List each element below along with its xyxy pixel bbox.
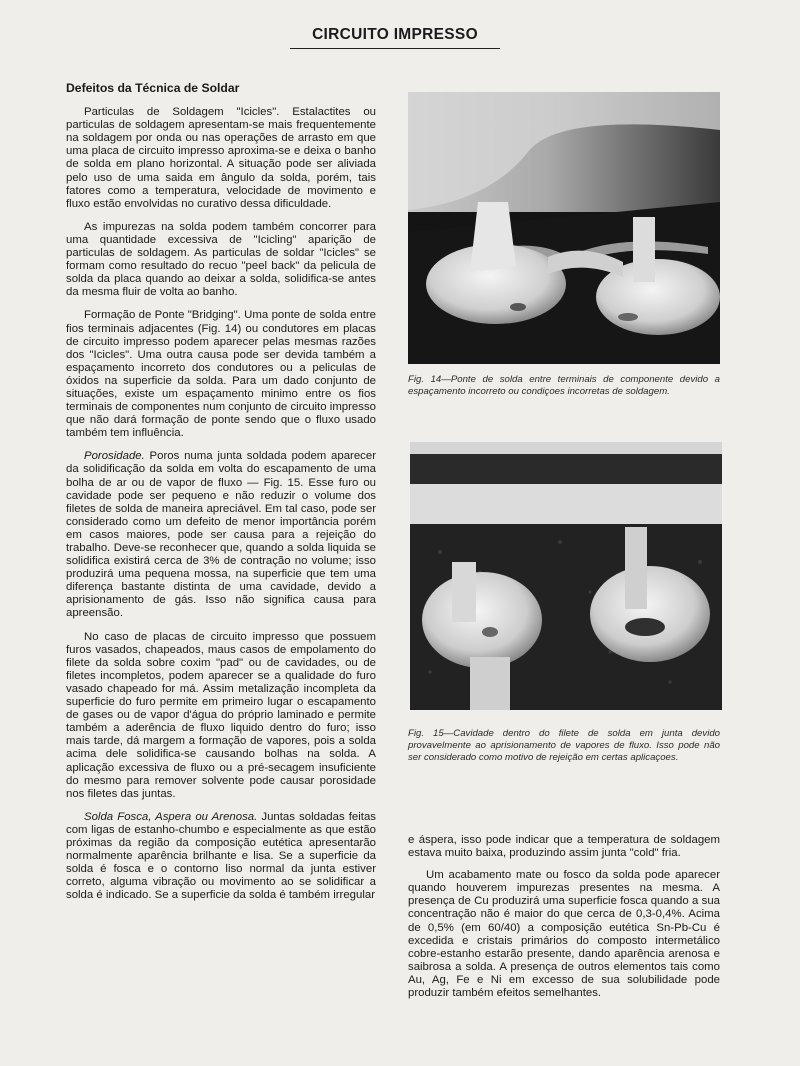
paragraph-impurities: As impurezas na solda podem também concorrer para uma quantidade excessiva de "Icicling" aparição de particulas de soldagem. As particulas de soldar "Icicles" se formam como resultado do recuo "peel back" da pelicula de solda da placa quando ao deixar a solda, solidifica-se antes da mesma fluir de volta ao banho.: [66, 220, 376, 299]
porosity-text: Poros numa junta soldada podem aparecer da solidificação da solda em volta do escapamento de uma bolha de ar ou de vapor de fluxo — Fig. 15. Esse furo ou cavidade pode ser pequeno e não reduzir o volume dos filetes de solda de maneira apreciável. Em tal caso, pode ser considerado como um defeito de menor importância porém em casos maiores, pode ser causa para a rejeição do trabalho. Deve-se reconhecer que, quando a solda liquida se solidifica existirá cerca de 3% de contração no volume; isso produzirá uma pequena mossa, na superficie que tem uma diferença bastante distinta de uma cavidade, devido a aprisionamento de gás. Isso não significa causa para apreensão.: [66, 450, 376, 620]
paragraph-holes: No caso de placas de circuito impresso que possuem furos vasados, chapeados, maus casos de empolamento do filete da solda sobre coxim "pad" ou de cavidades, ou de filetes incompletos, podem aparecer se a qualidade do furo vasado chapeado for má. Assim metalização incompleta da superficie do furo permite em primeiro lugar o escapamento de gases ou de vapor d'água do próprio laminado e permite também a aderência de fluxo liquido dentro do furo; isso mais tarde, dá margem a formação de vapores, pois a solda acima dele solidifica-se causando bolhas na solda. A aplicação excessiva de fluxo ou a pré-secagem insuficiente do mesmo para remover solvente pode causar porosidade nos filetes das juntas.: [66, 630, 376, 800]
section-heading: Defeitos da Técnica de Soldar: [66, 81, 240, 95]
right-column-text: [408, 834, 720, 1009]
page-title: CIRCUITO IMPRESSO: [290, 26, 500, 49]
left-column: [66, 82, 376, 912]
paragraph-matte: Um acabamento mate ou fosco da solda pode aparecer quando houverem impurezas presentes na mesma. A presença de Cu produzirá uma superficie fosca quando a sua concentração não é maior do que cerca de 0,3-0,4%. Acima de 0,5% (em 60/40) a composição eutética Sn-Pb-Cu é excedida e cristais primários do composto intermetálico cobre-estanho estarão presente, dando aparência arenosa e saibrosa a solda. A presença de outros elementos tais como Au, Ag, Fe e Ni em excesso de sua solubilidade pode produzir também efeitos semelhantes.: [408, 869, 720, 1000]
paragraph-continuation: e áspera, isso pode indicar que a temperatura de soldagem estava muito baixa, produzindo assim junta "cold" fria.: [408, 834, 720, 860]
paragraph-bridging: Formação de Ponte "Bridging". Uma ponte de solda entre fios terminais adjacentes (Fig. 14) ou condutores em placas de circuito impresso podem aparecer pelas mesmas razões dos "Icicles". Uma outra causa pode ser devida também a espaçamento incorreto dos condutores ou a peliculas de óxidos na superficie da solda. Para um dado conjunto de situações, existe um espaçamento minimo entre os fios terminais de componentes num conjunto de circuito impresso que não dará formação de ponte sendo que o fluxo usado também tem influência.: [66, 309, 376, 440]
porosity-label: Porosidade.: [84, 450, 145, 463]
rough-label: Solda Fosca, Aspera ou Arenosa.: [84, 810, 258, 823]
paragraph-icicles: Particulas de Soldagem "Icicles". Estalactites ou particulas de soldagem apresentam-se mais frequentemente na soldagem por onda ou nas operações de arrasto em que uma placa de circuito impresso aproxima-se e deixa o banho de solda em plano horizontal. A situação pode ser aliviada pelo uso de uma saida em ângulo da solda, porém, tais fatores como a temperatura, velocidade de movimento e fluxo estão envolvidas no curativo dessa dificuldade.: [66, 106, 376, 210]
figure-15-caption: Fig. 15—Cavidade dentro do filete de solda em junta devido provavelmente ao aprisionamento de vapores de fluxo. Isso pode não ser considerado como motivo de rejeição em certas aplicaçoes.: [408, 728, 720, 763]
paragraph-rough: [66, 811, 376, 903]
figure-15-photo: [410, 442, 722, 710]
figure-14-photo: [408, 92, 720, 364]
figure-14-caption: Fig. 14—Ponte de solda entre terminais de componente devido a espaçamento incorreto ou condiçoes incorretas de soldagem.: [408, 374, 720, 397]
rough-text: Juntas soldadas feitas com ligas de estanho-chumbo e especialmente as que estão próximas da região da composição eutética apresentarão normalmente aparência brilhante e lisa. Se a superficie da solda é fosca e o contorno liso normal da junta estiver correto, alguma vibração ou movimento ao se solidificar a solda é indicado. Se a superficie da solda é também irregular: [66, 810, 376, 902]
paragraph-porosity: [66, 450, 376, 620]
